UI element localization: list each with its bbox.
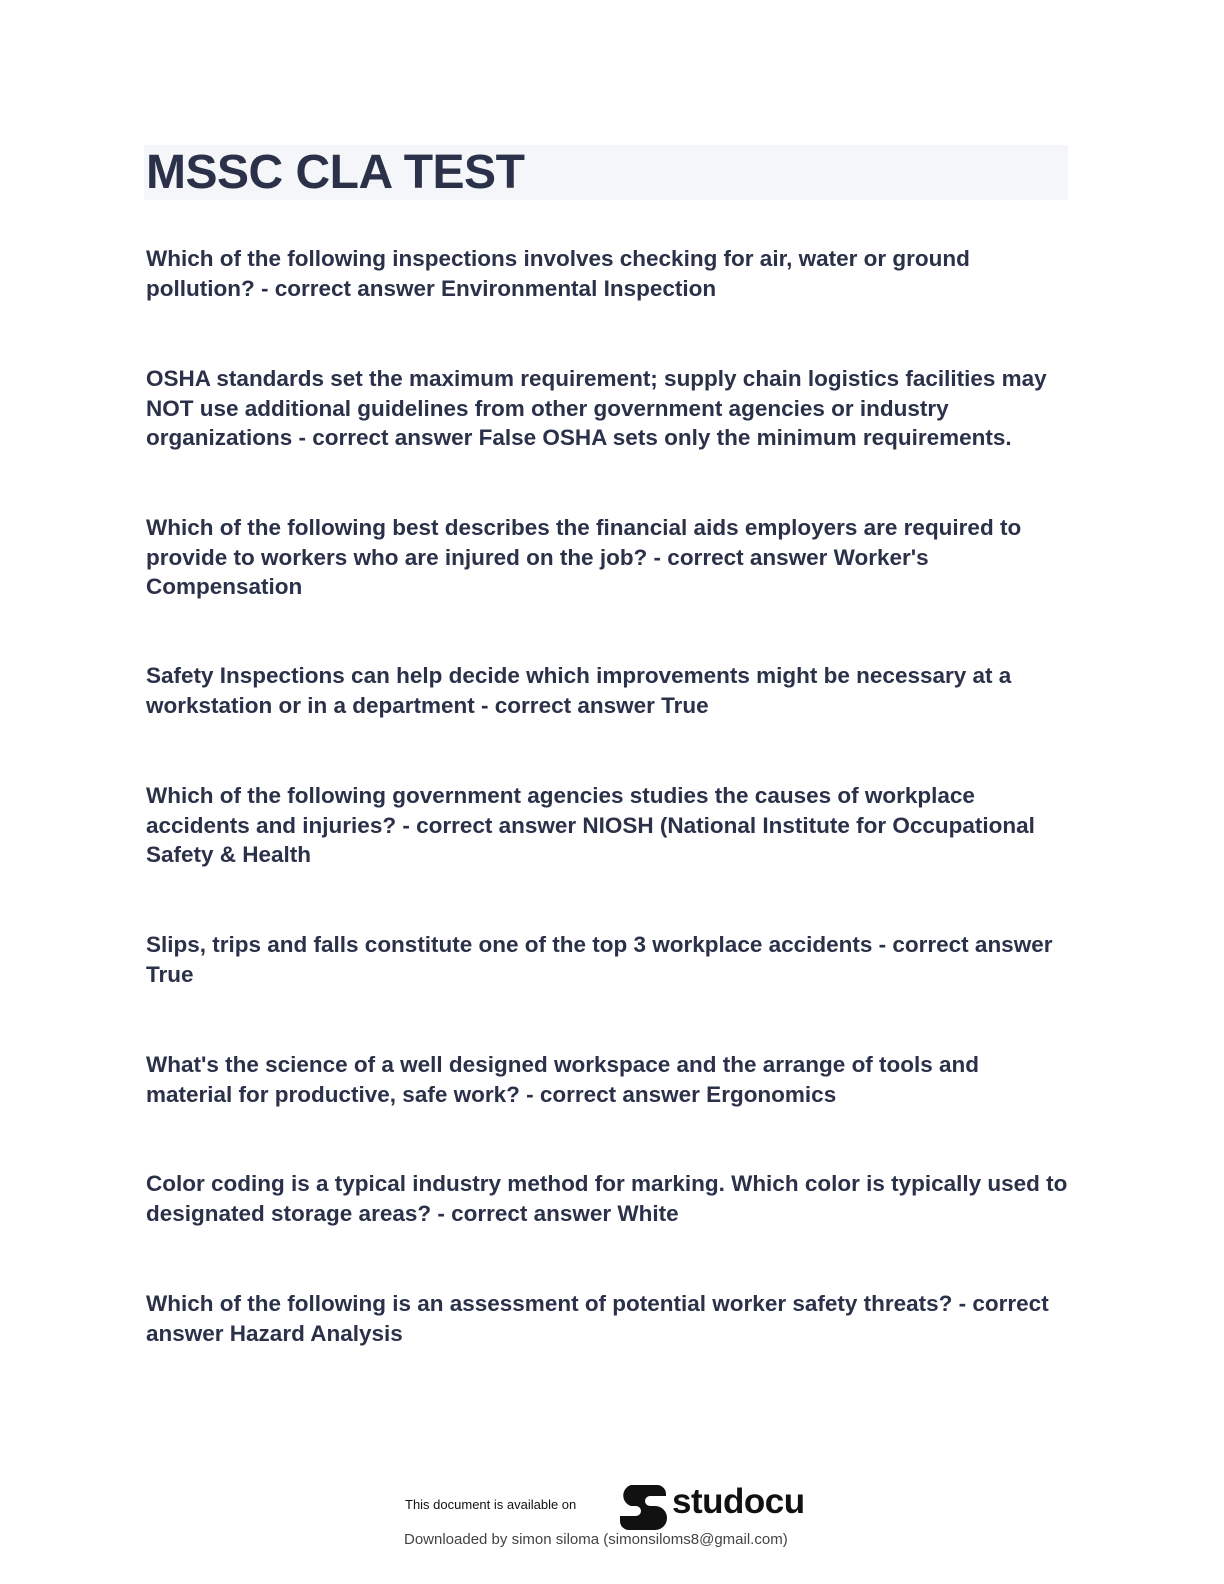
qa-item-4: Safety Inspections can help decide which improvements might be necessary at a workstation or in a department - correct answer True bbox=[146, 663, 1012, 718]
footer-available-text: This document is available on bbox=[405, 1497, 577, 1512]
document-title: MSSC CLA TEST bbox=[146, 146, 525, 199]
qa-item-2: OSHA standards set the maximum requirement; supply chain logistics facilities may NOT use additional guidelines from other government agencies or industry organizations - correct answer False OSHA sets only the minimum requirements. bbox=[146, 366, 1047, 450]
qa-item-9: Which of the following is an assessment of potential worker safety threats? - correct answer Hazard Analysis bbox=[146, 1291, 1049, 1346]
qa-item-6: Slips, trips and falls constitute one of the top 3 workplace accidents - correct answer True bbox=[146, 932, 1053, 987]
studocu-brand-name[interactable]: studocu bbox=[672, 1482, 805, 1521]
footer-downloaded-by: Downloaded by simon siloma (simonsiloms8@gmail.com) bbox=[404, 1531, 788, 1548]
studocu-logo-icon[interactable] bbox=[619, 1482, 667, 1530]
qa-item-3: Which of the following best describes the financial aids employers are required to provide to workers who are injured on the job? - correct answer Worker's Compensation bbox=[146, 515, 1022, 599]
qa-item-8: Color coding is a typical industry method for marking. Which color is typically used to designated storage areas? - correct answer White bbox=[146, 1171, 1068, 1226]
qa-item-5: Which of the following government agencies studies the causes of workplace accidents and injuries? - correct answer NIOSH (National Institute for Occupational Safety & Health bbox=[146, 783, 1035, 867]
qa-item-7: What's the science of a well designed workspace and the arrange of tools and material for productive, safe work? - correct answer Ergonomics bbox=[146, 1052, 980, 1107]
qa-item-1: Which of the following inspections involves checking for air, water or ground pollution? - correct answer Environmental Inspection bbox=[146, 246, 970, 301]
